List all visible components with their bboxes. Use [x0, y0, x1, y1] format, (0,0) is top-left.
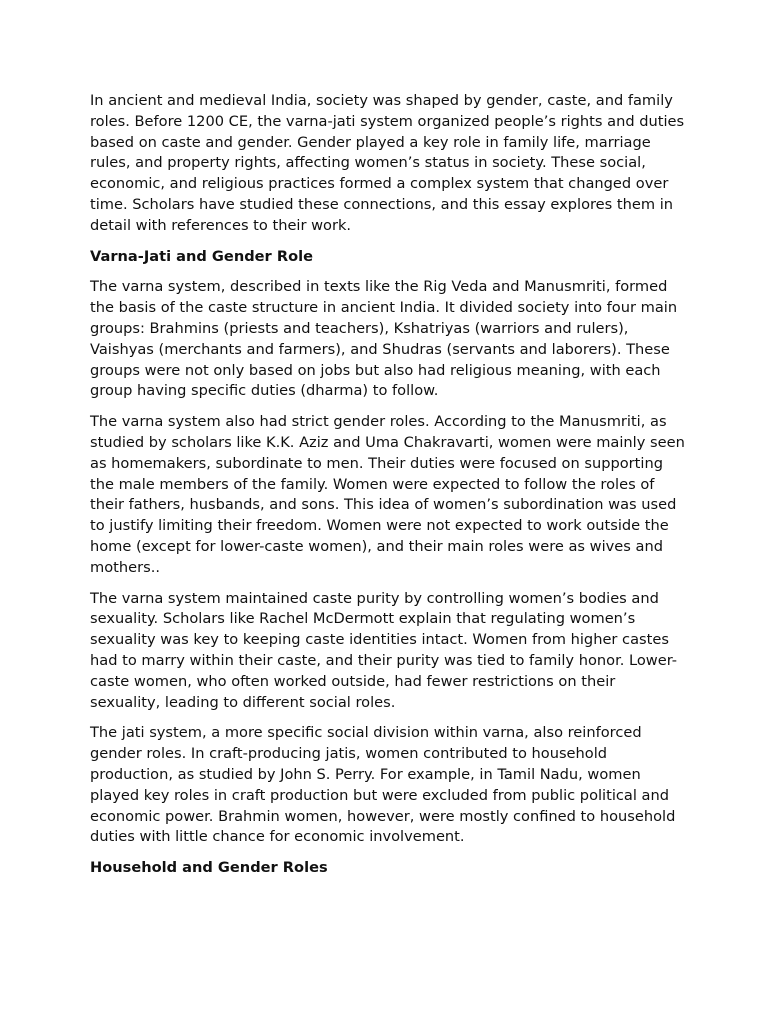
section-heading-varna-jati: Varna-Jati and Gender Role [90, 247, 313, 265]
document-body [90, 91, 688, 889]
intro-paragraph: In ancient and medieval India, society was shaped by gender, caste, and family roles. Before 1200 CE, the varna-jati system organized people’s rights and duties based on caste and gender. Gender played a key role in family life, marriage rules, and property rights, affecting women’s status in society. These social, economic, and religious practices formed a complex system that changed over time. Scholars have studied these connections, and this essay explores them in detail with references to their work. [90, 92, 685, 234]
section-heading-household: Household and Gender Roles [90, 859, 328, 877]
paragraph-gender-roles: The varna system also had strict gender roles. According to the Manusmriti, as studied by scholars like K.K. Aziz and Uma Chakravarti, women were mainly seen as homemakers, subordinate to men. Their duties were focused on supporting the male members of the family. Women were expected to follow the roles of their fathers, husbands, and sons. This idea of women’s subordination was used to justify limiting their freedom. Women were not expected to work outside the home (except for lower-caste women), and their main roles were as wives and mothers.. [90, 413, 685, 576]
paragraph-varna-system: The varna system, described in texts like the Rig Veda and Manusmriti, formed the basis of the caste structure in ancient India. It divided society into four main groups: Brahmins (priests and teachers), Kshatriyas (warriors and rulers), Vaishyas (merchants and farmers), and Shudras (servants and laborers). These groups were not only based on jobs but also had religious meaning, with each group having specific duties (dharma) to follow. [90, 278, 678, 400]
paragraph-caste-purity: The varna system maintained caste purity by controlling women’s bodies and sexuality. Scholars like Rachel McDermott explain that regulating women’s sexuality was key to keeping caste identities intact. Women from higher castes had to marry within their caste, and their purity was tied to family honor. Lower-caste women, who often worked outside, had fewer restrictions on their sexuality, leading to different social roles. [90, 589, 678, 711]
paragraph-jati-system: The jati system, a more specific social division within varna, also reinforced gender roles. In craft-producing jatis, women contributed to household production, as studied by John S. Perry. For example, in Tamil Nadu, women played key roles in craft production but were excluded from public political and economic power. Brahmin women, however, were mostly confined to household duties with little chance for economic involvement. [90, 724, 676, 846]
